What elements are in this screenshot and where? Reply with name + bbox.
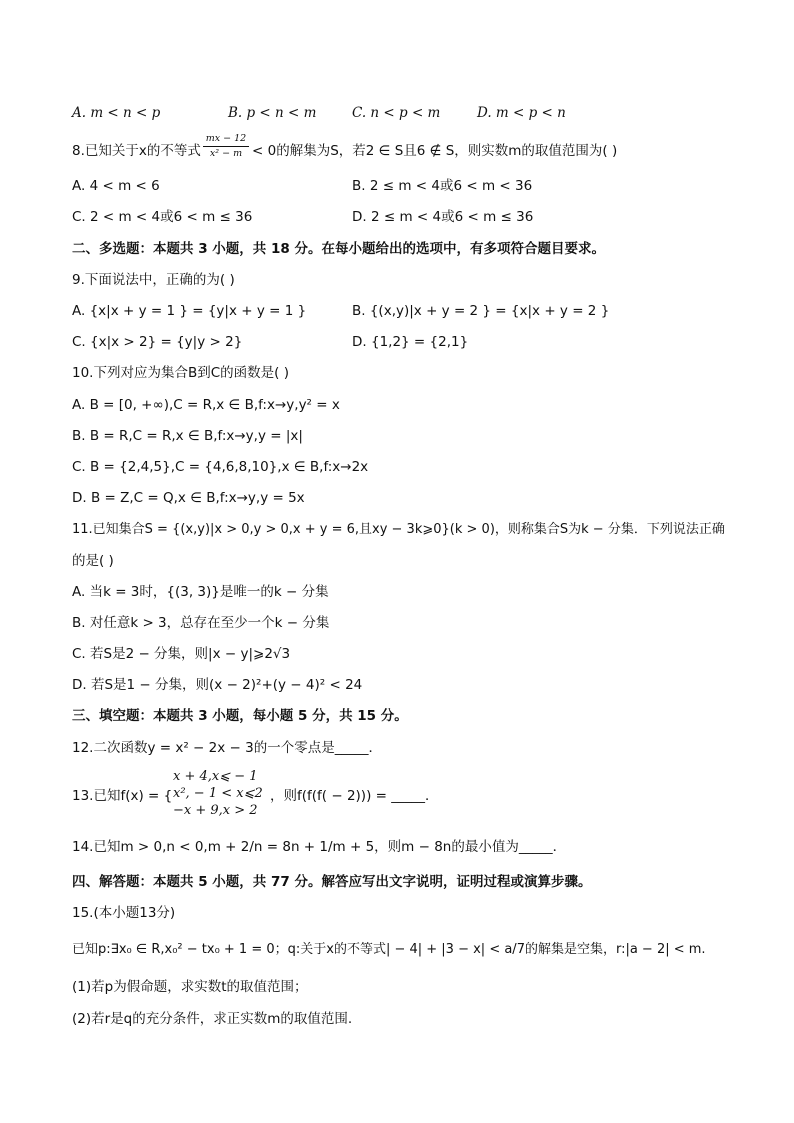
q15-stem: 已知p:∃x₀ ∈ R,x₀² − tx₀ + 1 = 0；q:关于x的不等式| − 4| + |3 − x| < a/7的解集是空集，r:|a − 2| < m.	[72, 942, 706, 957]
q9-option-d: D. {1,2} = {2,1}	[352, 334, 469, 350]
q12-stem: 12.二次函数y = x² − 2x − 3的一个零点是_____．	[72, 740, 382, 756]
q8-option-d: D. 2 ≤ m < 4或6 < m ≤ 36	[352, 209, 534, 225]
q11-option-b: B. 对任意k > 3，总存在至少一个k − 分集	[72, 615, 330, 631]
q13-suffix: ，则f(f(f( − 2))) = _____．	[270, 788, 439, 804]
q13-case-2: x², − 1 < x⩽2	[173, 786, 263, 801]
q7-option-c: C. n < p < m	[352, 105, 441, 121]
q11-option-a: A. 当k = 3时，{(3, 3)}是唯一的k − 分集	[72, 584, 329, 600]
q8-option-c: C. 2 < m < 4或6 < m ≤ 36	[72, 209, 253, 225]
q13-case-1: x + 4,x⩽ − 1	[173, 769, 258, 784]
q11-stem-line-2: 的是( )	[72, 553, 114, 569]
q8-fraction-denominator: x² − m	[209, 148, 243, 159]
q8-option-b: B. 2 ≤ m < 4或6 < m < 36	[352, 178, 533, 194]
q8-stem-part-a: 8.已知关于x的不等式	[72, 143, 201, 159]
q11-option-d: D. 若S是1 − 分集，则(x − 2)²+(y − 4)² < 24	[72, 677, 363, 693]
q8-option-a: A. 4 < m < 6	[72, 178, 160, 194]
q13-case-3: −x + 9,x > 2	[173, 803, 258, 818]
q7-option-a: A. m < n < p	[72, 105, 161, 121]
q15-part-2: (2)若r是q的充分条件，求正实数m的取值范围.	[72, 1011, 353, 1027]
q9-stem: 9.下面说法中，正确的为( )	[72, 272, 235, 288]
q9-option-b: B. {(x,y)|x + y = 2 } = {x|x + y = 2 }	[352, 303, 610, 319]
q7-option-b: B. p < n < m	[228, 105, 317, 121]
q8-fraction-numerator: mx − 12	[205, 133, 247, 144]
q10-option-c: C. B = {2,4,5},C = {4,6,8,10},x ∈ B,f:x→2x	[72, 459, 369, 475]
section-4-heading: 四、解答题：本题共 5 小题，共 77 分。解答应写出文字说明，证明过程或演算步骤。	[72, 874, 592, 890]
q11-stem-line-1: 11.已知集合S = {(x,y)|x > 0,y > 0,x + y = 6,且xy − 3k⩾0}(k > 0)，则称集合S为k − 分集．下列说法正确	[72, 522, 725, 537]
q13-prefix: 13.已知f(x) = {	[72, 788, 173, 804]
q9-option-c: C. {x|x > 2} = {y|y > 2}	[72, 334, 243, 350]
q8-stem-part-b: < 0的解集为S，若2 ∈ S且6 ∉ S，则实数m的取值范围为( )	[252, 143, 618, 159]
q14-stem: 14.已知m > 0,n < 0,m + 2/n = 8n + 1/m + 5，则m − 8n的最小值为_____．	[72, 839, 567, 855]
q8-fraction-bar	[203, 146, 249, 147]
section-2-heading: 二、多选题：本题共 3 小题，共 18 分。在每小题给出的选项中，有多项符合题目要求。	[72, 241, 605, 257]
q15-part-1: (1)若p为假命题，求实数t的取值范围；	[72, 979, 308, 995]
q11-option-c: C. 若S是2 − 分集，则|x − y|⩾2√3	[72, 646, 291, 662]
q10-option-d: D. B = Z,C = Q,x ∈ B,f:x→y,y = 5x	[72, 490, 305, 506]
q10-option-a: A. B = [0, +∞),C = R,x ∈ B,f:x→y,y² = x	[72, 397, 340, 413]
q9-option-a: A. {x|x + y = 1 } = {y|x + y = 1 }	[72, 303, 307, 319]
q15-header: 15.(本小题13分)	[72, 905, 176, 921]
q10-stem: 10.下列对应为集合B到C的函数是( )	[72, 365, 289, 381]
q10-option-b: B. B = R,C = R,x ∈ B,f:x→y,y = |x|	[72, 428, 303, 444]
section-3-heading: 三、填空题：本题共 3 小题，每小题 5 分，共 15 分。	[72, 708, 408, 724]
q7-option-d: D. m < p < n	[477, 105, 566, 121]
